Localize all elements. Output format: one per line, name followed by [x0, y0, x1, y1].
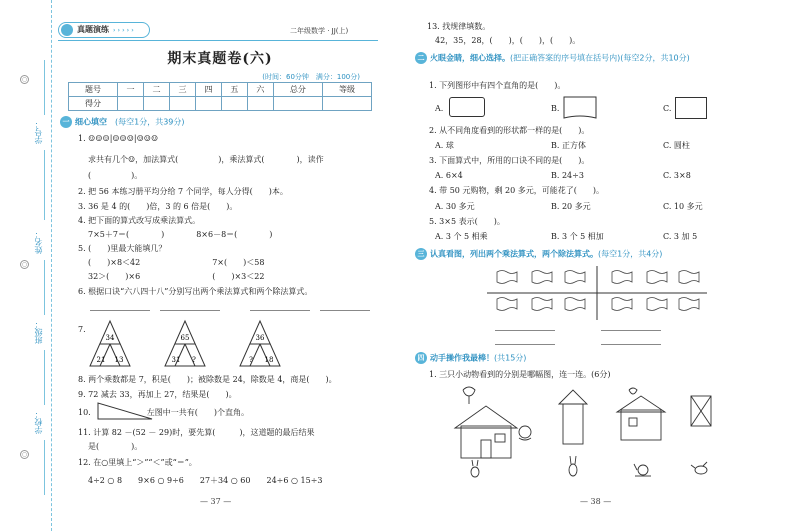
score-header: 题号: [69, 83, 118, 97]
score-cell[interactable]: [247, 97, 273, 111]
section-note: (把正确答案的序号填在括号内)(每空2分，共10分): [510, 53, 690, 63]
animal-rabbit-icon: [569, 456, 577, 476]
question-8: 8. 两个乘数都是 7，积是( )；被除数是 24，除数是 4，商是( )。: [78, 375, 337, 384]
score-cell[interactable]: [273, 97, 322, 111]
section-number: 一: [60, 116, 72, 128]
question-13: 13. 找规律填数。: [427, 22, 491, 31]
section-4-header: [415, 352, 526, 364]
score-row-label: 得分: [69, 97, 118, 111]
tag-icon: [61, 24, 73, 36]
score-cell[interactable]: [144, 97, 170, 111]
question-12: 12. 在○里填上“＞”“＜”或“＝”。: [78, 458, 197, 467]
choice-question-4: 4. 带 50 元购物，剩 20 多元，可能花了( )。: [429, 186, 604, 195]
section-note: (每空1分，共4分): [598, 249, 663, 259]
answer-line[interactable]: [495, 330, 555, 331]
page-number-left: — 37 —: [200, 497, 232, 506]
score-header: 等级: [322, 83, 371, 97]
question-10: 10. 左图中一共有( )个直角。: [78, 408, 249, 417]
score-table: [68, 82, 372, 111]
question-5: 5. ( )里最大能填几？: [78, 244, 167, 253]
score-header: 总分: [273, 83, 322, 97]
animal-snail-icon: [634, 464, 651, 476]
choice-option[interactable]: B.: [551, 104, 560, 113]
choice-option[interactable]: C.: [663, 104, 672, 113]
section-title: 细心填空: [75, 117, 107, 127]
triangle-1-left: 21: [96, 356, 106, 364]
choice-question-5: 5. 3×5 表示( )。: [429, 217, 505, 226]
section-note: (每空1分，共39分): [115, 117, 185, 127]
answer-line[interactable]: [90, 310, 150, 311]
binding-hole-icon: ○: [21, 76, 28, 83]
exam-info: (时间：60分钟 满分：100分): [262, 73, 360, 81]
question-2: 2. 把 56 本练习册平均分给 7 个同学，每人分得( )本。: [78, 187, 288, 196]
animal-bird-icon: [691, 462, 707, 474]
answer-line[interactable]: [601, 330, 661, 331]
question-4-items: 7×5＋7＝( ) 8×6－8＝( ): [88, 230, 273, 239]
tag-label: 真题演练: [77, 25, 109, 34]
choice-option[interactable]: A. 30 多元: [435, 202, 475, 211]
section-title: 认真看图，列出两个乘法算式，两个除法算式。: [430, 249, 598, 259]
section-number: 四: [415, 352, 427, 364]
score-cell[interactable]: [169, 97, 195, 111]
header-rule: [58, 40, 378, 41]
triangle-3: [240, 321, 280, 366]
triangle-3-left: ?: [249, 356, 253, 364]
question-7-label: 7.: [78, 325, 86, 334]
choice-option[interactable]: A.: [435, 104, 444, 113]
gutter-label-school: 学校：: [34, 410, 43, 434]
view-a-icon: [559, 390, 587, 444]
score-cell[interactable]: [195, 97, 221, 111]
question-11-text: 是( )。: [88, 442, 143, 451]
grade-label: 二年级数学 · JJ(上): [290, 27, 349, 35]
question-4: 4. 把下面的算式改写成乘法算式。: [78, 216, 201, 225]
triangle-2-top: 65: [180, 334, 190, 342]
section-3-header: [415, 248, 662, 260]
question-1-text: 求共有几个☺，加法算式( )，乘法算式( )，读作: [88, 155, 324, 164]
option-a-shape-icon: [449, 97, 485, 117]
score-header: 六: [247, 83, 273, 97]
triangle-3-top: 36: [255, 334, 265, 342]
answer-line[interactable]: [601, 344, 661, 345]
question-1: 1. ☺☺☺|☺☺☺|☺☺☺: [78, 134, 159, 143]
question-1-text: ( )。: [88, 171, 143, 180]
gutter-label-class: 班级：: [34, 320, 43, 344]
score-header: 三: [169, 83, 195, 97]
choice-option[interactable]: C. 10 多元: [663, 202, 703, 211]
option-c-shape-icon: [675, 97, 707, 119]
choice-option[interactable]: C. 3 加 5: [663, 232, 698, 241]
question-9: 9. 72 减去 33，再加上 27，结果是( )。: [78, 390, 237, 399]
houses-scene: [443, 384, 773, 480]
page-number-right: — 38 —: [580, 497, 612, 506]
choice-option[interactable]: A. 6×4: [435, 171, 463, 180]
score-cell[interactable]: [322, 97, 371, 111]
triangle-1-right: 13: [114, 356, 124, 364]
choice-option[interactable]: B. 3 个 5 相加: [551, 232, 604, 241]
question-7-triangles: [88, 318, 378, 370]
choice-question-1: 1. 下列图形中有四个直角的是( )。: [429, 81, 566, 90]
score-header: 二: [144, 83, 170, 97]
view-b-icon: [617, 388, 665, 440]
answer-line[interactable]: [320, 310, 370, 311]
score-header: 四: [195, 83, 221, 97]
question-13-sequence: 42，35，28，( )，( )，( )。: [435, 36, 581, 45]
gutter-label-id: 学号：: [34, 120, 43, 144]
answer-line[interactable]: [495, 344, 555, 345]
triangle-3-right: 18: [264, 356, 274, 364]
section-title: 火眼金睛，细心选择。: [430, 53, 510, 63]
operation-question-1: 1. 三只小动物看到的分别是哪幅图，连一连。(6分): [429, 370, 611, 379]
score-cell[interactable]: [118, 97, 144, 111]
binding-gutter: [0, 0, 52, 531]
section-title: 动手操作我最棒！: [430, 353, 494, 363]
question-5-items: ( )×8＜42 7×( )＜58: [88, 258, 265, 267]
choice-option[interactable]: A. 3 个 5 相乘: [435, 232, 488, 241]
section-number: 二: [415, 52, 427, 64]
question-3: 3. 36 是 4 的( )倍，3 的 6 倍是( )。: [78, 202, 238, 211]
question-6: 6. 根据口诀“六八四十八”分别写出两个乘法算式和两个除法算式。: [78, 287, 313, 296]
triangle-2-right: ?: [192, 356, 196, 364]
choice-option[interactable]: A. 球: [435, 141, 454, 150]
choice-option[interactable]: B. 24÷3: [551, 171, 584, 180]
triangle-2-left: 31: [171, 356, 181, 364]
answer-line[interactable]: [250, 310, 310, 311]
flags-grid: [487, 266, 707, 320]
choice-option[interactable]: B. 正方体: [551, 141, 586, 150]
choice-option[interactable]: C. 3×8: [663, 171, 691, 180]
question-5-items: 32＞( )×6 ( )×3＜22: [88, 272, 265, 281]
right-page: [405, 0, 800, 531]
score-header: 五: [221, 83, 247, 97]
score-header: 一: [118, 83, 144, 97]
view-c-icon: [691, 396, 711, 426]
choice-option[interactable]: B. 20 多元: [551, 202, 591, 211]
section-2-header: [415, 52, 690, 64]
score-cell[interactable]: [221, 97, 247, 111]
section-tag: [58, 22, 150, 38]
question-11: 11. 计算 82 －(52 － 29)时，要先算( )，这道题的最后结果: [78, 428, 315, 437]
choice-option[interactable]: C. 圆柱: [663, 141, 690, 150]
binding-hole-icon: ○: [21, 261, 28, 268]
tag-arrows: › › › › ›: [113, 27, 134, 34]
choice-question-3: 3. 下面算式中，所用的口诀不同的是( )。: [429, 156, 590, 165]
page-title: 期末真题卷(六): [167, 51, 273, 67]
house-scene-icon: [455, 387, 531, 477]
section-note: (共15分): [494, 353, 527, 363]
section-1-header: [60, 116, 185, 128]
section-number: 三: [415, 248, 427, 260]
answer-line[interactable]: [160, 310, 220, 311]
question-12-items: 4÷2 ○ 8 9×6 ○ 9÷6 27＋34 ○ 60 24÷6 ○ 15÷3: [88, 476, 323, 485]
option-b-shape-icon: [563, 96, 597, 120]
triangle-1-top: 34: [105, 334, 115, 342]
gutter-label-name: 姓名：: [34, 230, 43, 254]
binding-hole-icon: ○: [21, 451, 28, 458]
choice-question-2: 2. 从不同角度看到的形状都一样的是( )。: [429, 126, 590, 135]
